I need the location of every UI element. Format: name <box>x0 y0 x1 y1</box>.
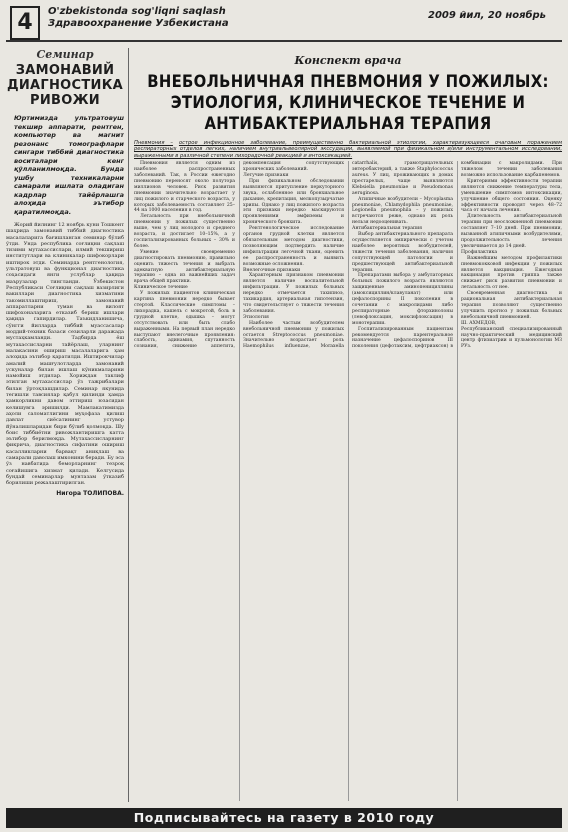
main-article <box>134 48 562 804</box>
issue-date: 2009 йил, 20 ноябрь <box>428 10 546 21</box>
article-paragraph: Критериями эффективности терапии являются снижение температуры тела, уменьшение симптомов интоксикации, улучшение общего состояния. Оценку эффективности проводят через 48–72 часа от начала лечения. <box>461 178 562 214</box>
column-divider <box>128 48 129 802</box>
abstract-lead: Пневмония – <box>134 140 174 146</box>
header-rule <box>6 40 562 42</box>
abstract-text: острое инфекционное заболевание, преимущественно бактериальной этиологии, характеризующееся очаговым поражением респираторных отделов легких, наличием внутриальвеолярной экссудации, выявляемой при физикальном и/или инструментальном исследовании, выраженными в различной степени лихорадочной реакцией и интоксикацией. <box>134 140 562 159</box>
section-subheading: Клиническое течение <box>134 285 188 291</box>
main-article-title: ВНЕБОЛЬНИЧНАЯ ПНЕВМОНИЯ У ПОЖИЛЫХ: ЭТИОЛОГИЯ, КЛИНИЧЕСКОЕ ТЕЧЕНИЕ И АНТИБАКТЕРИАЛЬНАЯ ТЕРАПИЯ <box>147 72 549 133</box>
section-subheading: Антибактериальная терапия <box>352 226 423 232</box>
author-signature: Ш. АХМЕДОВ, <box>461 320 497 326</box>
article-paragraph: Атипичные возбудители – Mycoplasma pneumoniae, Chlamydophila pneumoniae, Legionella pneumophila – у пожилых встречаются реже, однако их роль нельзя недооценивать. <box>352 196 453 226</box>
article-paragraph: Длительность антибактериальной терапии при неосложненной пневмонии составляет 7–10 дней. При пневмонии, вызванной атипичными возбудителями, продолжительность лечения увеличивается до 14 дней. <box>461 214 562 249</box>
author-signature: Республиканский специализированный научно-практический медицинский центр фтизиатрии и пульмонологии МЗ РУз. <box>461 326 562 350</box>
main-article-columns <box>134 161 562 801</box>
left-article-rubric: Семинар <box>36 48 94 61</box>
section-subheading: Этиология <box>243 314 269 320</box>
article-paragraph: При физикальном обследовании выявляются притупление перкуторного звука, ослабленное или бронхиальное дыхание, крепитация, мелкопузырчатые хрипы. Однако у лиц пожилого возраста эти признаки нередко маскируются проявлениями эмфиземы и хронического бронхита. <box>243 178 344 226</box>
article-paragraph: Своевременная диагностика и рациональная антибактериальная терапия позволяют существенно улучшить прогноз у пожилых больных внебольничной пневмонией. <box>461 291 562 320</box>
subscription-banner: Подписывайтесь на газету в 2010 году <box>6 808 562 828</box>
article-paragraph: Важнейшим методом профилактики пневмококковой инфекции у пожилых является вакцинация. Ежегодная вакцинация против гриппа также снижает риск развития пневмонии и летальность от нее. <box>461 255 562 291</box>
article-paragraph: Умение своевременно диагностировать пневмонию, правильно оценить тяжесть течения и выбрать адекватную антибактериальную терапию – одна из важнейших задач врача общей практики. <box>134 249 235 285</box>
left-article-lead: Юртимизда ультратовуш текшир аппарати, рентген, компьютер ва магнит резонанс томографлари сингари тиббий диагностика воситалари кенг қўлланилмоқда. Бунда ушбу техникаларни самарали ишлата оладиган кадрлар тайёрлашга алоҳида эътибор қаратилмоқда. <box>14 114 124 216</box>
article-paragraph: Пневмония является одним из наиболее распространенных заболеваний. Так, в России ежегодно пневмонию переносят около полутора миллионов человек. Риск развития пневмонии значительно возрастает у лиц пожилого и старческого возраста, у которых заболеваемость составляет 25–44 на 1000 населения в год. <box>134 161 235 214</box>
article-paragraph: Характерным признаком пневмонии является наличие воспалительной инфильтрации. У пожилых больных нередко отмечается тахипноэ, тахикардия, артериальная гипотензия, что свидетельствует о тяжести течения заболевания. <box>243 273 344 314</box>
main-article-abstract <box>134 140 562 159</box>
article-paragraph: Рентгенологическое исследование органов грудной клетки является обязательным методом диагностики, позволяющим подтвердить наличие инфильтрации легочной ткани, оценить ее распространенность и выявить возможные осложнения. <box>243 226 344 267</box>
masthead <box>48 6 229 30</box>
article-paragraph: Госпитализированным пациентам рекомендуется парентеральное назначение цефалоспоринов III поколения (цефотаксим, цефтриаксон) в комбинации с макролидами. При тяжелом течении заболевания возможно использование карбапенемов. <box>352 161 562 350</box>
section-subheading: Внелегочные признаки <box>243 267 301 273</box>
left-article-author: Нигора ТОЛИПОВА. <box>56 490 124 498</box>
left-article <box>6 48 124 804</box>
masthead-russian: Здравоохранение Узбекистана <box>48 18 229 29</box>
section-subheading: Профилактика <box>461 249 498 255</box>
left-article-title: ЗАМОНАВИЙ ДИАГНОСТИКА РИВОЖИ <box>6 63 123 108</box>
article-paragraph: Наиболее частым возбудителем внебольничной пневмонии у пожилых остается Streptococcus pneumoniae. Значительно возрастает роль Haemophilus influenzae, Moraxella catarrhalis, грамотрицательных энтеробактерий, а также Staphylococcus aureus. У лиц, проживающих в домах престарелых, чаще выявляются Klebsiella pneumoniae и Pseudomonas aeruginosa. <box>243 161 453 350</box>
article-paragraph: У пожилых пациентов клиническая картина пневмонии нередко бывает стертой. Классические симптомы – лихорадка, кашель с мокротой, боль в грудной клетке, одышка – могут отсутствовать или быть слабо выраженными. На первый план нередко выступают внелегочные проявления: слабость, адинамия, спутанность сознания, снижение аппетита, декомпенсация сопутствующих хронических заболеваний. <box>134 161 344 350</box>
masthead-uzbek: O'zbekistonda sog'liqni saqlash <box>48 6 226 17</box>
main-article-rubric: Конспект врача <box>294 54 402 67</box>
article-paragraph: Препаратами выбора у амбулаторных больных пожилого возраста являются защищенные аминопенициллины (амоксициллин/клавуланат) или цефалоспорины II поколения в сочетании с макролидами либо респираторные фторхинолоны (левофлоксацин, моксифлоксацин) в монотерапии. <box>352 273 453 326</box>
article-paragraph: Летальность при внебольничной пневмонии у пожилых существенно выше, чем у лиц молодого и среднего возраста, и достигает 10–15%, а у госпитализированных больных – 30% и более. <box>134 214 235 249</box>
section-subheading: Летучие признаки <box>243 173 289 179</box>
article-paragraph: Выбор антибактериального препарата осуществляется эмпирически с учетом наиболее вероятных возбудителей, тяжести течения заболевания, наличия сопутствующей патологии и предшествующей антибактериальной терапии. <box>352 232 453 273</box>
left-article-body: Жорий йилнинг 12 ноябрь куни Тошкент шаҳрида замонавий тиббий диагностика масалаларига бағишланган семинар бўлиб ўтди. Унда республика соғлиқни сақлаш тизими мутахассислари, илмий текшириш институтлари ва клиникалар шифокорлари иштирок этди. Семинарда рентгенология, ультратовуш ва функционал диагностика соҳасидаги янги услублар ҳақида маърузалар тингланди. Ўзбекистон Республикаси Соғлиқни сақлаш вазирлиги вакиллари диагностика хизматини такомиллаштириш, замонавий аппаратларни туман ва вилоят шифохоналарига етказиб бериш ишлари ҳақида гапирдилар. Таъкидланишича, сўнгги йилларда тиббий муассасалар моддий-техник базаси сезиларли даражада мустаҳкамланди. Тадбирда ёш мутахассисларни тайёрлаш, уларнинг малакасини ошириш масалаларига ҳам алоҳида эътибор қаратилди. Иштирокчилар амалий машғулотларда замонавий ускуналар билан ишлаш кўникмаларини намойиш этдилар. Хориждан таклиф этилган мутахассислар ўз тажрибалари билан ўртоқлашдилар. Семинар якунида тегишли тавсиялар қабул қилинди ҳамда ҳамкорликни давом эттириш юзасидан келишувга эришилди. Мамлакатимизда аҳоли саломатлигини муҳофаза қилиш давлат сиёсатининг устувор йўналишларидан бири бўлиб қолмоқда. Шу боис тиббиётни ривожлантиришга катта эътибор берилмоқда. Мутахассисларнинг фикрича, диагностика сифатини ошириш касалликларни барвақт аниқлаш ва самарали даволаш имконини беради. Бу эса ўз навбатида беморларнинг тезроқ соғайишига хизмат қилади. Келгусида бундай семинарлар мунтазам ўтказиб борилиши режалаштирилган. <box>6 222 124 487</box>
page-number: 4 <box>10 6 40 40</box>
